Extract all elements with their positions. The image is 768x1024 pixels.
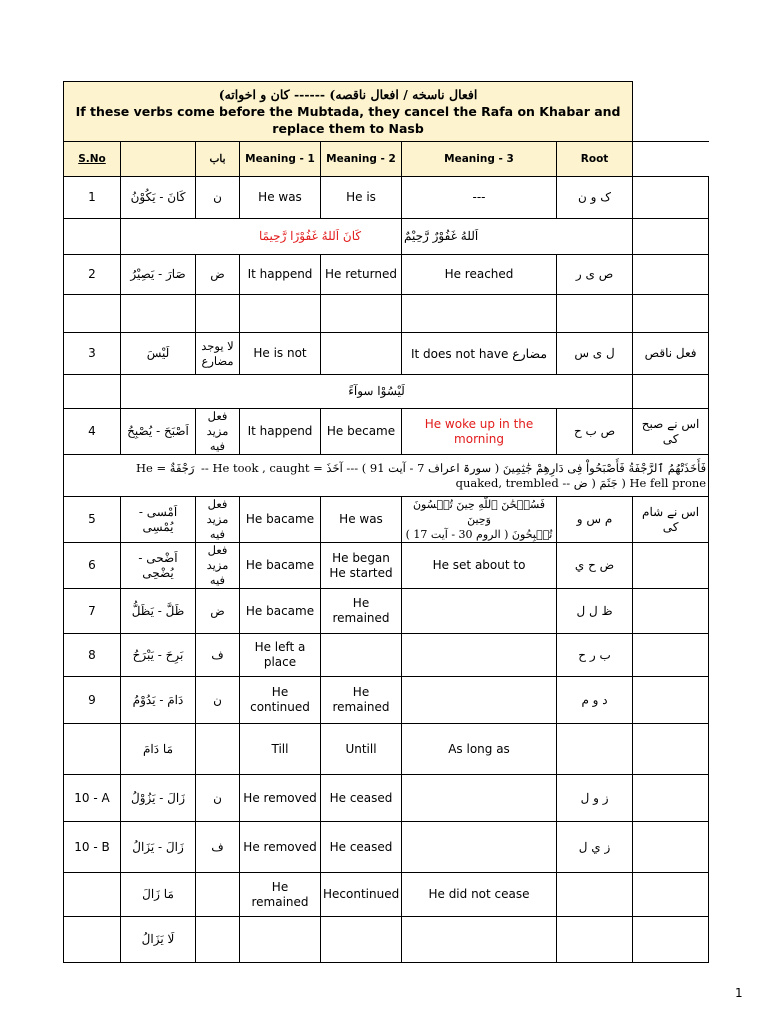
example-line-2: He fell prone ( جَثَمَ ( ض -- quaked, trembled <box>455 475 707 490</box>
meaning-3-cell <box>402 822 557 873</box>
page-number: 1 <box>735 986 743 1000</box>
meaning-1-cell: He left a place <box>240 634 321 677</box>
extra-cell: اس نے صبح کی <box>633 409 709 455</box>
bab-cell: ن <box>196 677 240 724</box>
meaning-2-cell: He became <box>321 409 402 455</box>
sno-cell: 3 <box>64 333 121 375</box>
meaning-3-cell: فَسُبۡحَٰنَ ٱللَّهِ حِينَ تُمۡسُونَ وَحِينَ تُصۡبِحُونَ ( الروم 30 - آیت 17 ) <box>402 497 557 543</box>
meaning-3-cell <box>402 677 557 724</box>
root-cell: ص ب ح <box>557 409 633 455</box>
meaning-3-cell: --- <box>402 177 557 219</box>
bab-cell: فعل مزید فیه <box>196 409 240 455</box>
table-row <box>64 589 709 634</box>
verbs-table <box>63 81 709 963</box>
extra-cell <box>633 873 709 917</box>
meaning-2-cell <box>321 634 402 677</box>
title-row <box>64 82 709 142</box>
example-left-text: He = رَجْفَةٌ <box>136 460 195 475</box>
extra-cell <box>633 255 709 295</box>
meaning-2-cell: He remained <box>321 677 402 724</box>
sno-cell: 8 <box>64 634 121 677</box>
meaning-2-cell <box>321 917 402 963</box>
extra-cell <box>633 917 709 963</box>
root-cell: د و م <box>557 677 633 724</box>
table-row <box>64 677 709 724</box>
meaning-2-cell <box>321 333 402 375</box>
meaning-3-cell: He woke up in the morning <box>402 409 557 455</box>
meaning-1-cell: He removed <box>240 775 321 822</box>
sno-cell: 5 <box>64 497 121 543</box>
example-red-text: كَانَ اَللهُ غَفُوْرًا رَّحِيمًا <box>121 219 402 255</box>
table-row <box>64 822 709 873</box>
extra-cell <box>633 634 709 677</box>
meaning-3-cell: As long as <box>402 724 557 775</box>
header-meaning-1: Meaning - 1 <box>240 142 321 177</box>
bab-cell: ن <box>196 775 240 822</box>
meaning-1-cell: He bacame <box>240 589 321 634</box>
example-line-1: فَأَخَذَتْهُمُ ٱلرَّجْفَةُ فَأَصْبَحُواْ فِى دَارِهِمْ جَٰثِمِينَ ( سورۃ اعراف 7 - آیت 91 ) --- آخَذَ = He took , caught -- <box>201 460 707 475</box>
sno-cell: 4 <box>64 409 121 455</box>
table-row <box>64 873 709 917</box>
verb-cell: زَالَ - يَزَالُ <box>121 822 196 873</box>
meaning-1-cell: He remained <box>240 873 321 917</box>
verb-cell: ظَلَّ - يَظَلُّ <box>121 589 196 634</box>
verb-cell: دَامَ - يَدُوْمُ <box>121 677 196 724</box>
meaning-1-cell: It happend <box>240 409 321 455</box>
meaning-1-cell: He bacame <box>240 497 321 543</box>
verb-cell: اَمْسى - يُمْسِى <box>121 497 196 543</box>
meaning-1-cell: He was <box>240 177 321 219</box>
meaning-1-cell <box>240 917 321 963</box>
root-cell <box>557 724 633 775</box>
table-row <box>64 333 709 375</box>
sno-cell <box>64 724 121 775</box>
meaning-1-cell: It happend <box>240 255 321 295</box>
meaning-2-cell: Untill <box>321 724 402 775</box>
verb-cell: زَالَ - يَزُوْلُ <box>121 775 196 822</box>
example-text: لَيْسُوْا سوآءً <box>121 375 633 409</box>
table-row <box>64 543 709 589</box>
root-cell: ز ي ل <box>557 822 633 873</box>
sno-cell: 1 <box>64 177 121 219</box>
root-cell: ظ ل ل <box>557 589 633 634</box>
verb-cell: مَا زَالَ <box>121 873 196 917</box>
bab-cell <box>196 917 240 963</box>
table-row <box>64 255 709 295</box>
header-extra <box>633 142 709 177</box>
meaning-2-cell: He remained <box>321 589 402 634</box>
extra-cell <box>633 775 709 822</box>
meaning-2-cell: He began He started <box>321 543 402 589</box>
example-text: اَللهُ غَفُوْرٌ رَّحِيْمٌ <box>402 219 633 255</box>
extra-cell: اس نے شام کی <box>633 497 709 543</box>
bab-cell: ض <box>196 255 240 295</box>
sno-cell: 10 - B <box>64 822 121 873</box>
root-cell: ل ی س <box>557 333 633 375</box>
root-cell: ض ح ي <box>557 543 633 589</box>
root-cell: ک و ن <box>557 177 633 219</box>
sno-cell <box>64 917 121 963</box>
verb-cell: مَا دَامَ <box>121 724 196 775</box>
example-row <box>64 219 709 255</box>
table-row <box>64 917 709 963</box>
verb-cell: كَانَ - يَكُوْنُ <box>121 177 196 219</box>
title-cell <box>64 82 633 142</box>
meaning-2-cell: He returned <box>321 255 402 295</box>
header-meaning-3: Meaning - 3 <box>402 142 557 177</box>
sno-cell: 10 - A <box>64 775 121 822</box>
meaning-1-cell: He removed <box>240 822 321 873</box>
table-row <box>64 634 709 677</box>
extra-cell <box>633 543 709 589</box>
meaning-1-cell: He bacame <box>240 543 321 589</box>
title-arabic: افعال ناسخه / افعال ناقصه) ------ کان و اخواته) <box>218 87 478 102</box>
verb-cell: لَا يَزَالُ <box>121 917 196 963</box>
meaning-3-cell <box>402 634 557 677</box>
root-cell <box>557 917 633 963</box>
sno-cell: 2 <box>64 255 121 295</box>
table-row <box>64 177 709 219</box>
verb-cell: صَارَ - يَصِيْرُ <box>121 255 196 295</box>
sno-cell: 9 <box>64 677 121 724</box>
table-row <box>64 724 709 775</box>
sno-cell <box>64 873 121 917</box>
header-bab: باب <box>196 142 240 177</box>
extra-cell <box>633 822 709 873</box>
extra-cell: فعل ناقص <box>633 333 709 375</box>
meaning-3-cell: He did not cease <box>402 873 557 917</box>
meaning-2-cell: Hecontinued <box>321 873 402 917</box>
extra-cell <box>633 724 709 775</box>
verb-cell: بَرِحَ - يَبْرَحُ <box>121 634 196 677</box>
meaning-3-cell <box>402 775 557 822</box>
bab-cell: فعل مزید فیه <box>196 497 240 543</box>
bab-cell: ف <box>196 822 240 873</box>
empty-row <box>64 295 709 333</box>
verb-cell: اَصْبَحَ - يُصْبِحُ <box>121 409 196 455</box>
root-cell: ز و ل <box>557 775 633 822</box>
meaning-2-cell: He ceased <box>321 822 402 873</box>
meaning-1-cell: Till <box>240 724 321 775</box>
root-cell: ص ی ر <box>557 255 633 295</box>
header-sno: S.No <box>64 142 121 177</box>
extra-cell <box>633 589 709 634</box>
meaning-2-cell: He ceased <box>321 775 402 822</box>
extra-cell <box>633 177 709 219</box>
bab-cell: ض <box>196 589 240 634</box>
example-row <box>64 375 709 409</box>
sno-cell: 7 <box>64 589 121 634</box>
root-cell <box>557 873 633 917</box>
header-meaning-2: Meaning - 2 <box>321 142 402 177</box>
header-row <box>64 142 709 177</box>
meaning-1-cell: He is not <box>240 333 321 375</box>
title-english: If these verbs come before the Mubtada, they cancel the Rafa on Khabar and replace them to Nasb <box>75 104 621 136</box>
bab-cell: فعل مزید فیه <box>196 543 240 589</box>
sno-cell: 6 <box>64 543 121 589</box>
meaning-3-cell <box>402 589 557 634</box>
meaning-2-cell: He was <box>321 497 402 543</box>
bab-cell: لا يوجد مضارع <box>196 333 240 375</box>
example-cell <box>64 455 709 497</box>
meaning-2-cell: He is <box>321 177 402 219</box>
meaning-1-cell: He continued <box>240 677 321 724</box>
meaning-3-cell: He set about to <box>402 543 557 589</box>
bab-cell <box>196 873 240 917</box>
bab-cell: ف <box>196 634 240 677</box>
verb-cell: اَضْحى - يُضْحِى <box>121 543 196 589</box>
meaning-3-cell <box>402 917 557 963</box>
meaning-3-cell: It does not have مضارع <box>402 333 557 375</box>
bab-cell: ن <box>196 177 240 219</box>
bab-cell <box>196 724 240 775</box>
header-verb <box>121 142 196 177</box>
header-root: Root <box>557 142 633 177</box>
table-row <box>64 409 709 455</box>
example-row <box>64 455 709 497</box>
table-row <box>64 497 709 543</box>
meaning-3-cell: He reached <box>402 255 557 295</box>
root-cell: ب ر ح <box>557 634 633 677</box>
extra-cell <box>633 677 709 724</box>
verb-cell: لَيْسَ <box>121 333 196 375</box>
root-cell: م س و <box>557 497 633 543</box>
table-row <box>64 775 709 822</box>
